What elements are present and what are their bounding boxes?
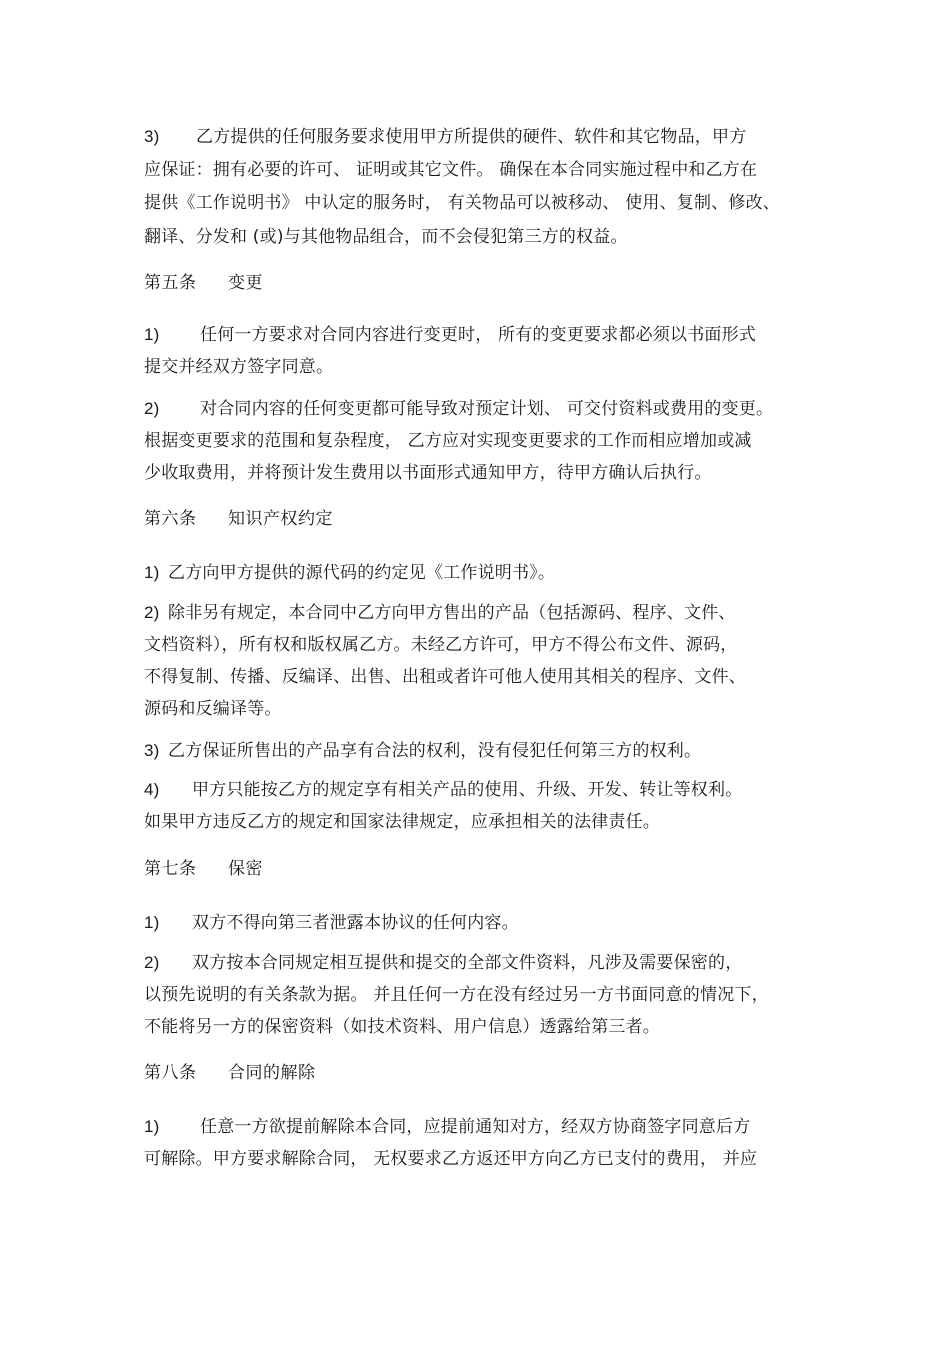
- article-8-heading: [144, 1062, 316, 1084]
- item-number: 1): [144, 563, 160, 582]
- item-number: 1): [144, 1117, 160, 1136]
- item-number: 1): [144, 913, 160, 932]
- item-number: 3): [144, 741, 160, 760]
- article-number: 第五条: [144, 273, 197, 293]
- article-6-heading: [144, 508, 333, 530]
- item-text: 双方按本合同规定相互提供和提交的全部文件资料，凡涉及需要保密的，: [192, 953, 743, 973]
- art5-item2-line-1: [144, 398, 773, 420]
- item-number: 2): [144, 399, 160, 418]
- item-number: 3): [144, 127, 160, 146]
- art7-item1-line-1: [144, 912, 519, 934]
- art6-item2-line-2: 文档资料），所有权和版权属乙方。未经乙方许可，甲方不得公布文件、源码，: [144, 635, 738, 655]
- item-text: 甲方只能按乙方的规定享有相关产品的使用、升级、开发、转让等权利。: [192, 780, 743, 800]
- article-7-heading: [144, 858, 263, 880]
- article-title: 合同的解除: [228, 1063, 316, 1083]
- item-number: 2): [144, 953, 160, 972]
- p3-line-3: 提供《工作说明书》 中认定的服务时， 有关物品可以被移动、 使用、复制、修改、: [144, 193, 781, 213]
- item-text: 乙方提供的任何服务要求使用甲方所提供的硬件、软件和其它物品，甲方: [196, 127, 747, 147]
- art8-item1-line-1: [144, 1116, 750, 1138]
- art5-item2-line-2: 根据变更要求的范围和复杂程度， 乙方应对实现变更要求的工作而相应增加或减: [144, 431, 752, 451]
- art7-item2-line-2: 以预先说明的有关条款为据。 并且任何一方在没有经过另一方书面同意的情况下，: [144, 985, 769, 1005]
- art6-item1-line-1: [144, 562, 555, 584]
- item-text: 乙方保证所售出的产品享有合法的权利，没有侵犯任何第三方的权利。: [168, 741, 702, 761]
- p3-line-1: [144, 126, 746, 148]
- item-text: 双方不得向第三者泄露本协议的任何内容。: [192, 913, 519, 933]
- article-title: 知识产权约定: [228, 509, 333, 529]
- item-text: 任何一方要求对合同内容进行变更时， 所有的变更要求都必须以书面形式: [200, 325, 757, 345]
- item-text: 任意一方欲提前解除本合同，应提前通知对方，经双方协商签字同意后方: [200, 1117, 751, 1137]
- article-title: 变更: [228, 273, 263, 293]
- item-number: 4): [144, 780, 160, 799]
- p3-line-4: 翻译、分发和 (或)与其他物品组合，而不会侵犯第三方的权益。: [144, 227, 628, 247]
- article-number: 第八条: [144, 1063, 197, 1083]
- article-title: 保密: [228, 859, 263, 879]
- art6-item2-line-3: 不得复制、传播、反编译、出售、出租或者许可他人使用其相关的程序、文件、: [144, 667, 746, 687]
- art6-item4-line-1: [144, 779, 742, 801]
- item-text: 乙方向甲方提供的源代码的约定见《工作说明书》。: [168, 563, 556, 583]
- art5-item2-line-3: 少收取费用，并将预计发生费用以书面形式通知甲方，待甲方确认后执行。: [144, 463, 712, 483]
- art5-item1-line-2: 提交并经双方签字同意。: [144, 357, 334, 377]
- article-number: 第七条: [144, 859, 197, 879]
- art6-item2-line-1: [144, 602, 736, 624]
- article-number: 第六条: [144, 509, 197, 529]
- art8-item1-line-2: 可解除。甲方要求解除合同， 无权要求乙方返还甲方向乙方已支付的费用， 并应: [144, 1149, 758, 1169]
- item-text: 除非另有规定，本合同中乙方向甲方售出的产品（包括源码、程序、文件、: [168, 603, 736, 623]
- p3-line-2: 应保证：拥有必要的许可、 证明或其它文件。 确保在本合同实施过程中和乙方在: [144, 160, 758, 180]
- art5-item1-line-1: [144, 324, 756, 346]
- item-number: 2): [144, 603, 160, 622]
- art7-item2-line-3: 不能将另一方的保密资料（如技术资料、用户信息）透露给第三者。: [144, 1017, 660, 1037]
- art6-item3-line-1: [144, 740, 701, 762]
- art7-item2-line-1: [144, 952, 742, 974]
- art6-item4-line-2: 如果甲方违反乙方的规定和国家法律规定，应承担相关的法律责任。: [144, 812, 660, 832]
- item-text: 对合同内容的任何变更都可能导致对预定计划、 可交付资料或费用的变更。: [200, 399, 774, 419]
- article-5-heading: [144, 272, 263, 294]
- item-number: 1): [144, 325, 160, 344]
- art6-item2-line-4: 源码和反编译等。: [144, 699, 282, 719]
